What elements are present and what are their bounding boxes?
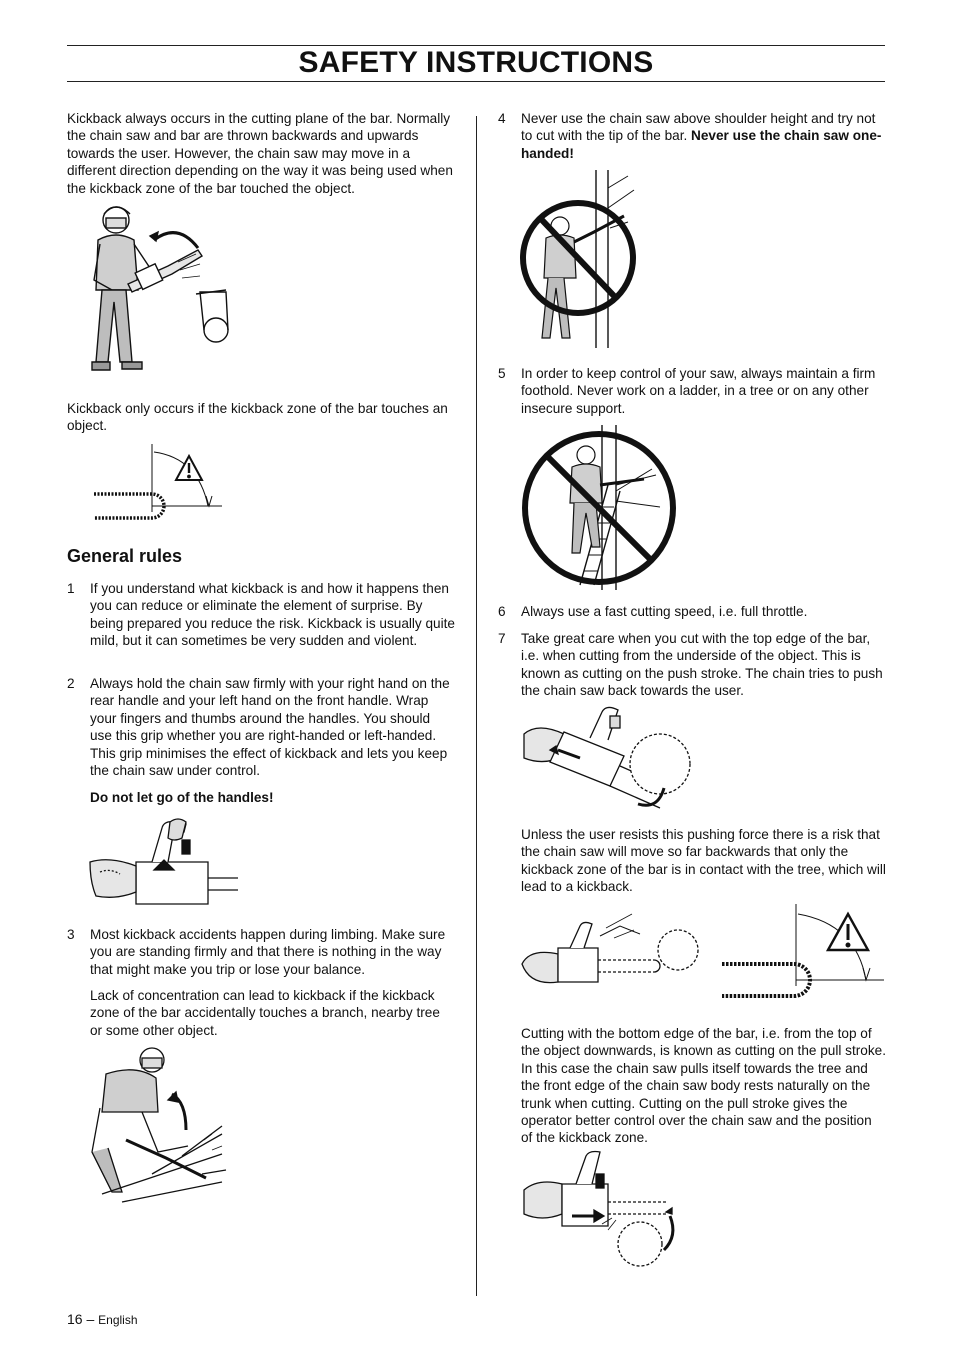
page-footer — [67, 1311, 138, 1329]
rule-5-text: In order to keep control of your saw, always maintain a firm foothold. Never work on a ladder, in a tree or on any other insecure support. — [521, 366, 876, 416]
rule-4-text: Never use the chain saw above shoulder height and try not to cut with the tip of the bar. Never use the chain saw one-handed! — [521, 111, 882, 161]
rule-5-number: 5 — [498, 366, 506, 381]
rule-1-text: If you understand what kickback is and how it happens then you can reduce or eliminate the element of surprise. By being prepared you reduce the risk. Kickback is usually quite mild, but it can sometimes be very sudden and violent. — [90, 581, 455, 649]
page-number: 16 — [67, 1311, 83, 1327]
rule-6-text: Always use a fast cutting speed, i.e. full throttle. — [521, 604, 808, 619]
prohibited-ladder-illustration — [520, 425, 680, 590]
grip-handles-illustration — [90, 812, 240, 907]
rule-3-text: Most kickback accidents happen during limbing. Make sure you are standing firmly and that there is nothing in the way that might make you trip or lose your balance. — [90, 927, 446, 977]
rule-2-text: Always hold the chain saw firmly with your right hand on the rear handle and your left hand on the front handle. Wrap your fingers and thumbs around the handles. You should use this grip whether you are right-handed or left-handed. This grip minimises the effect of kickback and lets you keep the chain saw under control. — [90, 676, 450, 779]
footer-language: English — [98, 1313, 138, 1327]
rule-3-extra-text: Lack of concentration can lead to kickback if the kickback zone of the bar accidentally touches a branch, nearby tree or some other object. — [90, 988, 440, 1038]
rule-4-number: 4 — [498, 111, 506, 126]
prohibited-above-shoulder-illustration — [520, 168, 680, 348]
footer-dash: – — [86, 1311, 95, 1327]
header-rule-bottom — [67, 81, 885, 82]
push-stroke-kickback-illustration — [520, 906, 700, 986]
rule-7-number: 7 — [498, 631, 506, 646]
rule-1-number: 1 — [67, 581, 75, 596]
page-title: SAFETY INSTRUCTIONS — [298, 46, 654, 79]
rule-7-text: Take great care when you cut with the top edge of the bar, i.e. when cutting from the underside of the object. This is known as cutting on the push stroke. The chain tries to push the chain saw back towards the user. — [521, 631, 883, 699]
push-stroke-risk-text: Unless the user resists this pushing force there is a risk that the chain saw will move so far backwards that only the kickback zone of the bar is in contact with the tree, which will lead to a kickback. — [521, 827, 886, 895]
kickback-operator-illustration — [88, 202, 238, 382]
rule-2-number: 2 — [67, 676, 75, 691]
column-divider — [476, 116, 477, 1296]
pull-stroke-illustration — [520, 1150, 690, 1270]
limbing-kickback-illustration — [92, 1044, 232, 1204]
rule-4-warning: Never use the chain saw one-handed! — [521, 128, 882, 161]
pull-stroke-text: Cutting with the bottom edge of the bar, i.e. from the top of the object downwards, is known as cutting on the pull stroke. In this case the chain saw pulls itself towards the tree and the front edge of the chain saw body rests naturally on the trunk when cutting. Cutting on the pull stroke gives the operator better control over the chain saw and the position of the kickback zone. — [521, 1026, 886, 1146]
kickback-zone-diagram-2 — [720, 902, 886, 1008]
push-stroke-illustration — [520, 704, 690, 814]
general-rules-heading: General rules — [67, 546, 183, 566]
kickback-intro-paragraph: Kickback always occurs in the cutting plane of the bar. Normally the chain saw and bar are thrown backwards and upwards towards the user. However, the chain saw may move in a different direction depending on the way it was being used when the kickback zone of the bar touched the object. — [67, 111, 453, 196]
rule-6-number: 6 — [498, 604, 506, 619]
rule-3-number: 3 — [67, 927, 75, 942]
kickback-zone-paragraph: Kickback only occurs if the kickback zone of the bar touches an object. — [67, 401, 448, 434]
rule-2-warning: Do not let go of the handles! — [90, 790, 274, 805]
kickback-zone-diagram — [92, 440, 224, 528]
